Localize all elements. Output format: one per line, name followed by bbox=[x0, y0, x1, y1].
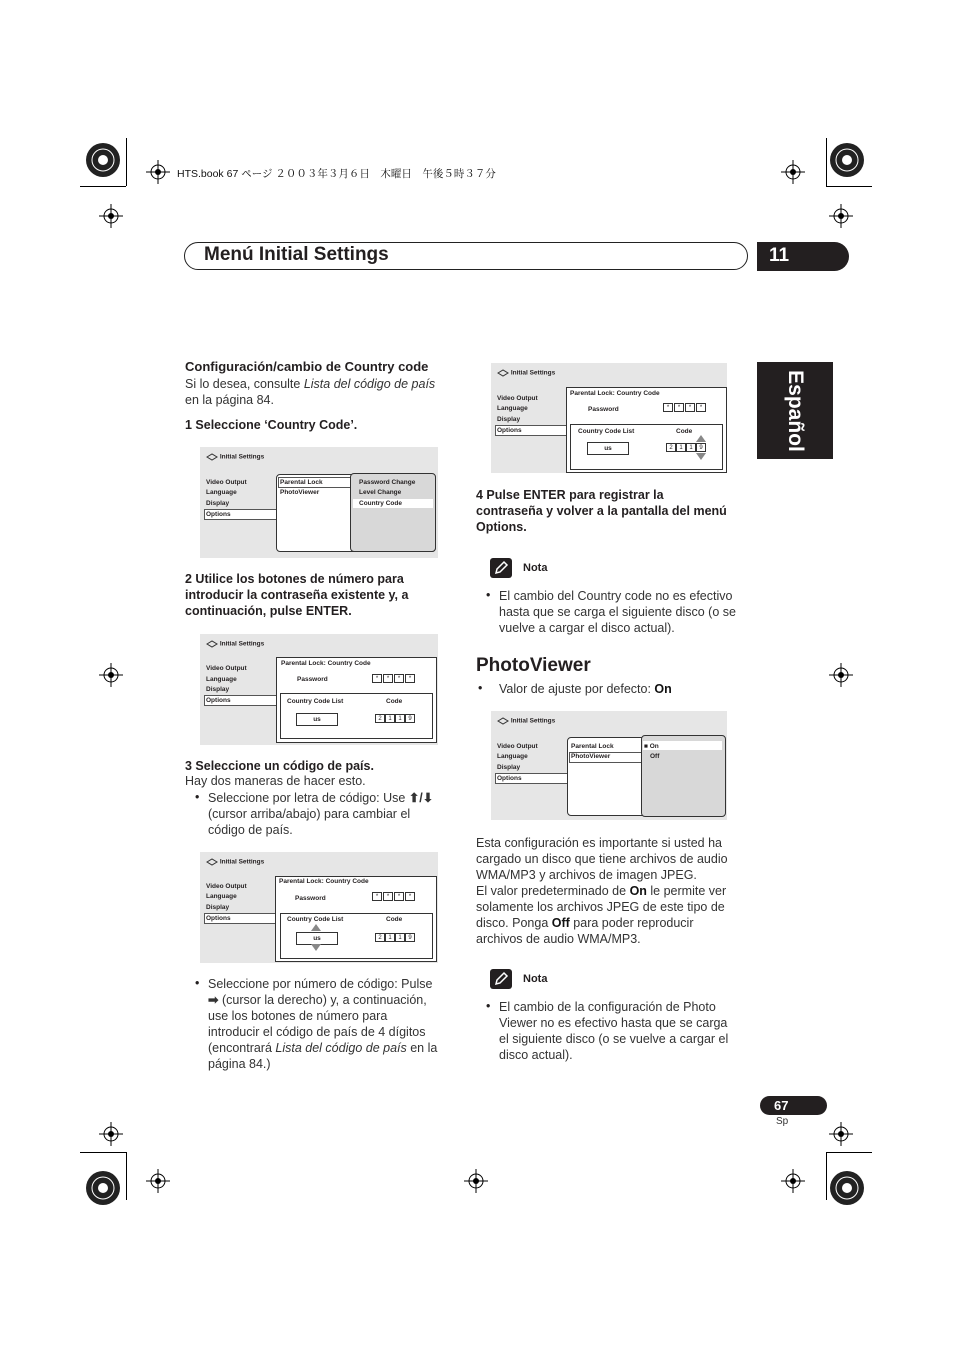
crosshair-icon bbox=[99, 204, 123, 228]
disc-icon bbox=[497, 369, 509, 377]
page-number-badge bbox=[760, 1096, 827, 1115]
note-pencil-icon bbox=[490, 969, 512, 989]
bullet-1 bbox=[208, 790, 433, 838]
pv-default-label: Valor de ajuste por defecto: bbox=[499, 682, 655, 696]
menu-display[interactable]: Display bbox=[206, 904, 230, 911]
photoviewer-heading: PhotoViewer bbox=[476, 655, 591, 676]
bullet-2-line-6: página 84.) bbox=[208, 1057, 271, 1071]
arrow-up-icon bbox=[696, 435, 706, 443]
menu-display[interactable]: Display bbox=[497, 416, 521, 423]
settings-screen-1 bbox=[200, 447, 438, 558]
p2-line-3b: para poder reproducir bbox=[569, 916, 694, 930]
p2-line-1a: El valor predeterminado de bbox=[476, 884, 630, 898]
note-1-line-2: hasta que se carga el siguiente disco (o se bbox=[499, 605, 736, 619]
code-digit[interactable]: 2 bbox=[666, 443, 676, 452]
menu-language[interactable]: Language bbox=[206, 489, 237, 496]
settings-screen-5 bbox=[491, 711, 727, 820]
crosshair-icon bbox=[464, 1169, 488, 1193]
arrow-down-icon bbox=[696, 453, 706, 461]
item-parental-lock[interactable]: Parental Lock bbox=[571, 743, 614, 750]
menu-options[interactable]: Options bbox=[497, 427, 522, 434]
password-digit[interactable]: * bbox=[383, 892, 393, 901]
disc-icon bbox=[206, 858, 218, 866]
step-1: 1 Seleccione ‘Country Code’. bbox=[185, 418, 358, 432]
password-digit[interactable]: * bbox=[405, 892, 415, 901]
bullet-1-line-1: Seleccione por letra de código: Use bbox=[208, 791, 406, 805]
note-label: Nota bbox=[523, 973, 548, 985]
option-on-label: On bbox=[649, 743, 659, 750]
menu-display[interactable]: Display bbox=[497, 764, 521, 771]
language-tab bbox=[757, 362, 833, 459]
p2-line-4: archivos de audio WMA/MP3. bbox=[476, 932, 641, 946]
code-digit[interactable]: 9 bbox=[405, 933, 415, 942]
language-label: Español bbox=[784, 369, 807, 452]
section-heading: Configuración/cambio de Country code bbox=[185, 359, 429, 374]
p1-line-1: Esta configuración es importante si usted ha bbox=[476, 836, 722, 850]
panel-title: Parental Lock: Country Code bbox=[279, 878, 369, 885]
crosshair-icon bbox=[781, 160, 805, 184]
password-digit[interactable]: * bbox=[405, 674, 415, 683]
p1-line-3: WMA/MP3 y archivos de imagen JPEG. bbox=[476, 868, 697, 882]
crosshair-icon bbox=[99, 663, 123, 687]
step-3-sub: Hay dos maneras de hacer esto. bbox=[185, 774, 366, 788]
registration-target-icon bbox=[829, 142, 865, 178]
ccl-label: Country Code List bbox=[287, 916, 344, 923]
panel-title: Parental Lock: Country Code bbox=[281, 660, 371, 667]
screen-title bbox=[206, 640, 264, 648]
note-2-line-3: el siguiente disco (o se vuelve a cargar el bbox=[499, 1032, 729, 1046]
menu-language[interactable]: Language bbox=[497, 753, 528, 760]
ccl-label: Country Code List bbox=[287, 698, 344, 705]
menu-language[interactable]: Language bbox=[206, 893, 237, 900]
item-parental-lock[interactable]: Parental Lock bbox=[280, 479, 323, 486]
screen-title-text: Initial Settings bbox=[219, 640, 265, 648]
arrow-down-icon bbox=[311, 944, 321, 952]
menu-video-output[interactable]: Video Output bbox=[206, 883, 247, 890]
password-digit[interactable]: * bbox=[383, 674, 393, 683]
p1-line-2: cargado un disco que tiene archivos de audio bbox=[476, 852, 728, 866]
bullet-2-line-2: (cursor la derecho) y, a continuación, bbox=[221, 993, 427, 1007]
country-letter-field[interactable]: us bbox=[587, 442, 629, 455]
bullet-dot: • bbox=[478, 681, 483, 695]
crosshair-icon bbox=[99, 1122, 123, 1146]
password-digit[interactable]: * bbox=[674, 403, 684, 412]
code-digit[interactable]: 9 bbox=[405, 714, 415, 723]
chapter-number: 11 bbox=[769, 245, 790, 266]
bullet-1-line-3: código de país. bbox=[208, 823, 293, 837]
intro-italic: Lista del código de país bbox=[303, 377, 436, 391]
bullet-dot: • bbox=[486, 999, 491, 1013]
code-digit[interactable]: 2 bbox=[375, 714, 385, 723]
password-digit[interactable]: * bbox=[685, 403, 695, 412]
step-4 bbox=[476, 487, 727, 535]
screen-title-text: Initial Settings bbox=[510, 369, 556, 377]
crosshair-icon bbox=[829, 663, 853, 687]
bullet-dot: • bbox=[195, 790, 200, 804]
note-1 bbox=[499, 588, 736, 636]
chapter-badge bbox=[757, 242, 849, 271]
code-digit[interactable]: 1 bbox=[676, 443, 686, 452]
crosshair-icon bbox=[829, 204, 853, 228]
screen-title bbox=[206, 453, 264, 461]
step-4-line-2: contraseña y volver a la pantalla del menú bbox=[476, 504, 727, 518]
password-digit[interactable]: * bbox=[696, 403, 706, 412]
item-password-change[interactable]: Password Change bbox=[359, 479, 416, 486]
code-label: Code bbox=[676, 428, 693, 435]
screen-title bbox=[206, 858, 264, 866]
disc-icon bbox=[206, 640, 218, 648]
menu-video-output[interactable]: Video Output bbox=[206, 479, 247, 486]
note-2-line-4: disco actual). bbox=[499, 1048, 573, 1062]
password-label: Password bbox=[588, 406, 619, 413]
screen-title bbox=[497, 369, 555, 377]
item-country-code[interactable]: Country Code bbox=[359, 500, 402, 507]
password-digit[interactable]: * bbox=[394, 674, 404, 683]
intro-text-2: en la página 84. bbox=[185, 393, 274, 407]
code-digit[interactable]: 1 bbox=[395, 714, 405, 723]
crosshair-icon bbox=[146, 160, 170, 184]
settings-screen-3 bbox=[200, 852, 438, 963]
page-lang: Sp bbox=[776, 1116, 789, 1127]
selected-square-icon: ■ bbox=[644, 743, 650, 750]
bullet-2 bbox=[208, 976, 437, 1072]
bullet-2-line-5-italic: Lista del código de país bbox=[275, 1041, 407, 1055]
code-label: Code bbox=[386, 916, 403, 923]
menu-display[interactable]: Display bbox=[206, 500, 230, 507]
code-digit[interactable]: 1 bbox=[395, 933, 405, 942]
panel-title: Parental Lock: Country Code bbox=[570, 390, 660, 397]
bullet-1-line-2: (cursor arriba/abajo) para cambiar el bbox=[208, 807, 411, 821]
menu-display[interactable]: Display bbox=[206, 686, 230, 693]
arrow-up-icon bbox=[311, 924, 321, 932]
country-letter-field[interactable]: us bbox=[296, 932, 338, 945]
code-digit[interactable]: 9 bbox=[696, 443, 706, 452]
screen-title bbox=[497, 717, 555, 725]
p2-off: Off bbox=[551, 916, 570, 930]
password-label: Password bbox=[297, 676, 328, 683]
page-number: 67 bbox=[774, 1098, 789, 1113]
code-digit[interactable]: 1 bbox=[385, 714, 395, 723]
menu-options[interactable]: Options bbox=[206, 697, 231, 704]
password-digit[interactable]: * bbox=[663, 403, 673, 412]
note-pencil-icon bbox=[490, 558, 512, 578]
password-digit[interactable]: * bbox=[394, 892, 404, 901]
code-digit[interactable]: 1 bbox=[686, 443, 696, 452]
item-photoviewer[interactable]: PhotoViewer bbox=[571, 753, 611, 760]
bullet-dot: • bbox=[486, 588, 491, 602]
p2-line-1b: le permite ver bbox=[646, 884, 727, 898]
password-label: Password bbox=[295, 895, 326, 902]
settings-screen-2 bbox=[200, 634, 438, 745]
disc-icon bbox=[206, 453, 218, 461]
menu-language[interactable]: Language bbox=[497, 405, 528, 412]
intro-text-1: Si lo desea, consulte bbox=[185, 377, 304, 391]
step-2-line-1: 2 Utilice los botones de número para bbox=[185, 572, 404, 586]
arrow-right-icon: ➡ bbox=[208, 993, 219, 1007]
note-2 bbox=[499, 999, 728, 1063]
bullet-2-line-5a: (encontrará bbox=[208, 1041, 276, 1055]
step-2-line-2: introducir la contraseña existente y, a bbox=[185, 588, 409, 602]
option-on[interactable] bbox=[644, 743, 659, 750]
bullet-dot: • bbox=[195, 976, 200, 990]
p2-line-2: solamente los archivos JPEG de este tipo de bbox=[476, 900, 725, 914]
settings-screen-4 bbox=[491, 363, 727, 473]
pv-default bbox=[499, 681, 672, 697]
note-1-line-1: El cambio del Country code no es efectivo bbox=[499, 589, 733, 603]
item-photoviewer[interactable]: PhotoViewer bbox=[280, 489, 320, 496]
registration-target-icon bbox=[85, 1170, 121, 1206]
step-4-line-1: 4 Pulse ENTER para registrar la bbox=[476, 488, 664, 502]
step-4-line-3: Options. bbox=[476, 520, 527, 534]
p2-line-3a: disco. Ponga bbox=[476, 916, 552, 930]
crosshair-icon bbox=[146, 1169, 170, 1193]
code-digit[interactable]: 1 bbox=[385, 933, 395, 942]
country-letter-field[interactable]: us bbox=[296, 713, 338, 726]
intro-text bbox=[185, 376, 435, 408]
menu-video-output[interactable]: Video Output bbox=[497, 395, 538, 402]
registration-target-icon bbox=[85, 142, 121, 178]
pv-paragraph-1 bbox=[476, 835, 728, 947]
registration-target-icon bbox=[829, 1170, 865, 1206]
menu-video-output[interactable]: Video Output bbox=[497, 743, 538, 750]
print-header: HTS.book 67 ページ ２００３年３月６日 木曜日 午後５時３７分 bbox=[177, 168, 496, 180]
note-2-line-1: El cambio de la configuración de Photo bbox=[499, 1000, 716, 1014]
note-2-line-2: Viewer no es efectivo hasta que se carga bbox=[499, 1016, 728, 1030]
menu-options[interactable]: Options bbox=[206, 915, 231, 922]
screen-title-text: Initial Settings bbox=[510, 717, 556, 725]
crosshair-icon bbox=[781, 1169, 805, 1193]
step-2 bbox=[185, 571, 408, 619]
ccl-label: Country Code List bbox=[578, 428, 635, 435]
disc-icon bbox=[497, 717, 509, 725]
password-digit[interactable]: * bbox=[372, 674, 382, 683]
option-off[interactable]: Off bbox=[650, 753, 660, 760]
code-label: Code bbox=[386, 698, 403, 705]
code-digit[interactable]: 2 bbox=[375, 933, 385, 942]
menu-video-output[interactable]: Video Output bbox=[206, 665, 247, 672]
menu-language[interactable]: Language bbox=[206, 676, 237, 683]
bullet-2-line-5b: en la bbox=[406, 1041, 438, 1055]
note-1-line-3: vuelve a cargar el disco actual). bbox=[499, 621, 675, 635]
arrow-up-down-icon: ⬆/⬇ bbox=[408, 791, 434, 805]
bullet-2-line-3: use los botones de número para bbox=[208, 1009, 388, 1023]
menu-options[interactable]: Options bbox=[206, 511, 231, 518]
p2-on: On bbox=[629, 884, 647, 898]
screen-title-text: Initial Settings bbox=[219, 858, 265, 866]
pv-default-value: On bbox=[654, 682, 672, 696]
crosshair-icon bbox=[829, 1122, 853, 1146]
item-level-change[interactable]: Level Change bbox=[359, 489, 402, 496]
screen-title-text: Initial Settings bbox=[219, 453, 265, 461]
password-digit[interactable]: * bbox=[372, 892, 382, 901]
page-title: Menú Initial Settings bbox=[204, 244, 389, 265]
menu-options[interactable]: Options bbox=[497, 775, 522, 782]
note-label: Nota bbox=[523, 562, 548, 574]
step-2-line-3: continuación, pulse ENTER. bbox=[185, 604, 352, 618]
bullet-2-line-1: Seleccione por número de código: Pulse bbox=[208, 977, 433, 991]
step-3: 3 Seleccione un código de país. bbox=[185, 759, 374, 773]
bullet-2-line-4: introducir el código de país de 4 dígitos bbox=[208, 1025, 426, 1039]
